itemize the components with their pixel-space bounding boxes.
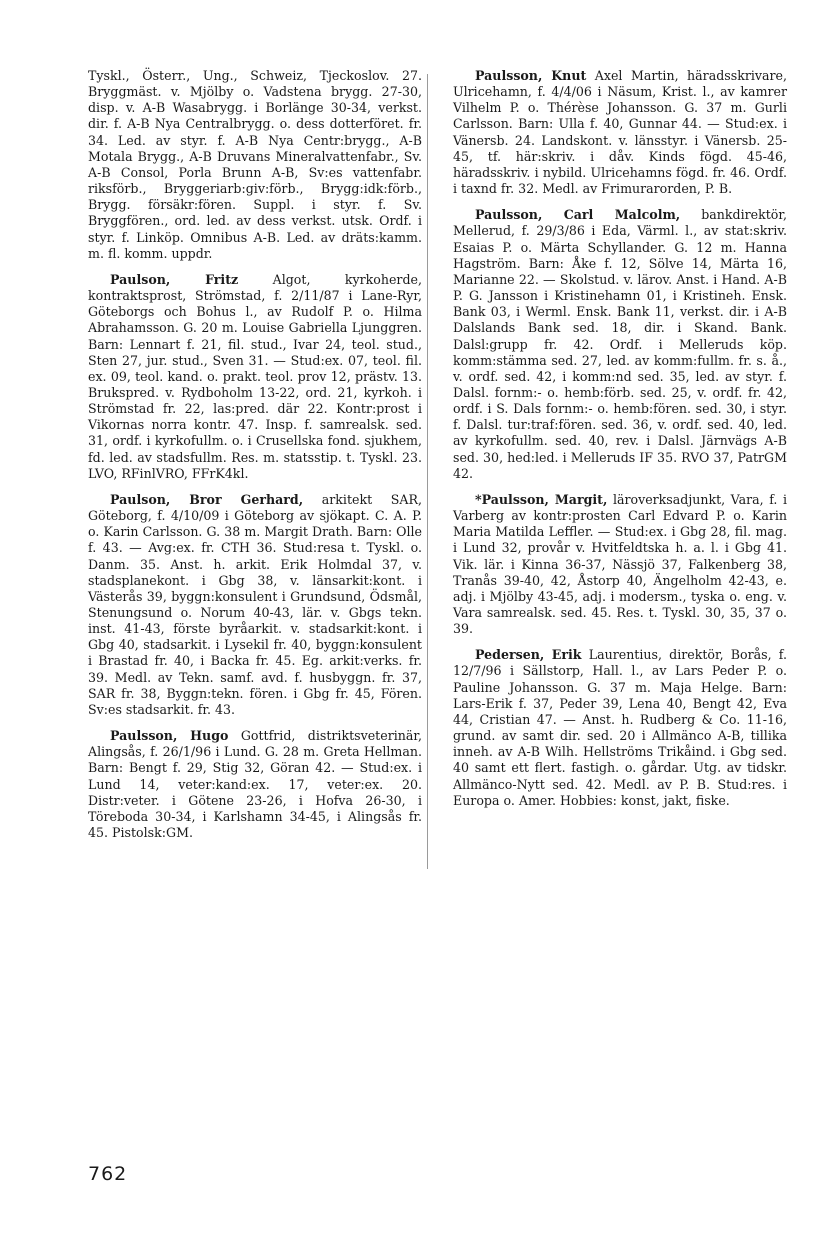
entry-name: *Paulsson, Margit, [475,491,608,507]
entry-body: läroverksadjunkt, Vara, f. i Varberg av kontr:prosten Carl Edvard P. o. Karin Maria Matilda Leffler. — Stud:ex. i Gbg 28, fil. mag. i Lund 32, provår v. Hvitfeldtska h. a. l. i Gbg 41. Vik. lär. i Kinna 36-37, Nässjö 37, Falkenberg 38, Tranås 39-40, 42, Åstorp 40, Ängelholm 42-43, e. adj. i Mjölby 43-45, adj. i modersm., tyska o. eng. v. Vara samrealsk. sed. 45. Res. t. Tyskl. 30, 35, 37 o. 39. [453,491,787,637]
entry-paulsson-knut [453,68,787,197]
right-column [453,68,787,819]
entry-body: Gottfrid, distriktsveterinär, Alingsås, f. 26/1/96 i Lund. G. 28 m. Greta Hellman. Barn: Bengt f. 29, Stig 32, Göran 42. — Stud:ex. i Lund 14, veter:kand:ex. 17, veter:ex. 20. Distr:veter. i Götene 23-26, i Hofva 26-30, i Töreboda 30-34, i Karlshamn 34-45, i Alingsås fr. 45. Pistolsk:GM. [88,728,423,841]
entry-name: Paulson, Bror Gerhard, [110,491,304,507]
entry-paulson-fritz [88,272,422,482]
entry-body: Algot, kyrkoherde, kontraktsprost, Strömstad, f. 2/11/87 i Lane-Ryr, Göteborgs och Bohus l., av Rudolf P. o. Hilma Abrahamsson. G. 20 m. Louise Gabriella Ljunggren. Barn: Lennart f. 21, fil. stud., Ivar 24, teol. stud., Sten 27, jur. stud., Sven 31. — Stud:ex. 07, teol. fil. ex. 09, teol. kand. o. prakt. teol. prov 12, prästv. 13. Brukspred. v. Rydboholm 13-22, ord. 21, kyrkoh. i Strömstad fr. 22, las:pred. där 22. Kontr:prost i Vikornas norra kontr. 47. Insp. f. samrealsk. sed. 31, ordf. i kyrkofullm. o. i Crusellska fond. sjukhem, fd. led. av stadsfullm. Res. m. statsstip. t. Tyskl. 23. LVO, RFinlVRO, FFrK4kl. [88,271,422,481]
entry-pedersen-erik [453,647,787,809]
entry-body: Laurentius, direktör, Borås, f. 12/7/96 i Sällstorp, Hall. l., av Lars Peder P. o. Pauline Johansson. G. 37 m. Maja Helge. Barn: Lars-Erik f. 37, Peder 39, Lena 40, Bengt 42, Eva 44, Cristian 47. — Anst. h. Rudberg & Co. 11-16, grund. av samt dir. sed. 20 i Allmänco A-B, tillika inneh. av A-B Wilh. Hellströms Trikåind. i Gbg sed. 40 samt ett flert. fastigh. o. gårdar. Utg. av tidskr. Allmänco-Nytt sed. 42. Medl. av P. B. Stud:res. i Europa o. Amer. Hobbies: konst, jakt, fiske. [453,647,788,808]
entry-paulsson-carl-malcolm [453,207,787,482]
entry-name: Paulson, Fritz [110,271,239,287]
entry-name: Pedersen, Erik [475,647,582,663]
entry-name: Paulsson, Hugo [110,728,229,744]
entry-paulson-bror-gerhard [88,492,422,718]
entry-body: arkitekt SAR, Göteborg, f. 4/10/09 i Göteborg av sjökapt. C. A. P. o. Karin Carlsson. G. 38 m. Margit Drath. Barn: Olle f. 43. — Avg:ex. fr. CTH 36. Stud:resa t. Tyskl. o. Danm. 35. Anst. h. arkit. Erik Holmdal 37, v. stadsplanekont. i Gbg 38, v. länsarkit:kont. i Västerås 39, byggn:konsulent i Grundsund, Ödsmål, Stenungsund o. Norum 40-43, lär. v. Gbgs tekn. inst. 41-43, förste byråarkit. v. stadsarkit:kont. i Gbg 40, stadsarkit. i Lysekil fr. 40, byggn:konsulent i Brastad fr. 40, i Backa fr. 45. Eg. arkit:verks. fr. 39. Medl. av Tekn. samf. avd. f. husbyggn. fr. 37, SAR fr. 38, Byggn:tekn. fören. i Gbg fr. 45, Fören. Sv:es stadsarkit. fr. 43. [88,491,422,717]
entry-body: Tyskl., Österr., Ung., Schweiz, Tjeckoslov. 27. Bryggmäst. v. Mjölby o. Vadstena brygg. 27-30, disp. v. A-B Wasabrygg. i Borlänge 30-34, verkst. dir. f. A-B Nya Centralbrygg. o. dess dotterföret. fr. 34. Led. av styr. f. A-B Nya Centr:brygg., A-B Motala Brygg., A-B Druvans Mineralvattenfabr., Sv. A-B Consol, Porla Brunn A-B, Sv:es vattenfabr. riksförb., Bryggeriarb:giv:förb., Brygg:idk:förb., Brygg. försäkr:fören. Suppl. i styr. f. Sv. Bryggfören., ord. led. av dess verkst. utsk. Ordf. i styr. f. Linköp. Omnibus A-B. Led. av dräts:kamm. m. fl. komm. uppdr. [88,68,422,261]
entry-name: Paulsson, Knut [475,68,587,83]
entry-paulsson-hugo [88,728,422,841]
entry-name: Paulsson, Carl Malcolm, [475,207,681,223]
left-column [88,68,422,851]
entry-continuation [88,68,422,262]
column-divider [427,74,428,869]
entry-body: Axel Martin, häradsskrivare, Ulricehamn, f. 4/4/06 i Näsum, Krist. l., av kamrer Vilhelm P. o. Thérèse Johansson. G. 37 m. Gurli Carlsson. Barn: Ulla f. 40, Gunnar 44. — Stud:ex. i Vänersb. 24. Landskont. v. länsstyr. i Vänersb. 25-45, tf. här:skriv. i dåv. Kinds fögd. 45-46, häradsskriv. i nybild. Ulricehamns fögd. fr. 46. Ordf. i taxnd fr. 32. Medl. av Frimurarorden, P. B. [453,68,787,197]
entry-body: bankdirektör, Mellerud, f. 29/3/86 i Eda, Värml. l., av stat:skriv. Esaias P. o. Märta Schyllander. G. 12 m. Hanna Hagström. Barn: Åke f. 12, Sölve 14, Märta 16, Marianne 22. — Skolstud. v. lärov. Anst. i Hand. A-B P. G. Jansson i Kristinehamn 01, i Kristineh. Ensk. Bank 03, i Werml. Ensk. Bank 11, verkst. dir. i A-B Dalslands Bank sed. 18, dir. i Skand. Bank. Dalsl:grupp fr. 42. Ordf. i Melleruds köp. komm:stämma sed. 27, led. av komm:fullm. fr. s. å., v. ordf. sed. 42, i komm:nd sed. 35, led. av styr. f. Dalsl. fornm:- o. hemb:förb. sed. 25, v. ordf. fr. 42, ordf. i S. Dals fornm:- o. hemb:fören. sed. 30, i styr. f. Dalsl. tur:traf:fören. sed. 36, v. ordf. sed. 40, led. av kyrkofullm. sed. 40, rev. i Dalsl. Järnvägs A-B sed. 30, hed:led. i Melleruds IF 35. RVO 37, PatrGM 42. [453,207,787,481]
entry-paulsson-margit [453,492,787,637]
page-number: 762 [88,1163,128,1185]
